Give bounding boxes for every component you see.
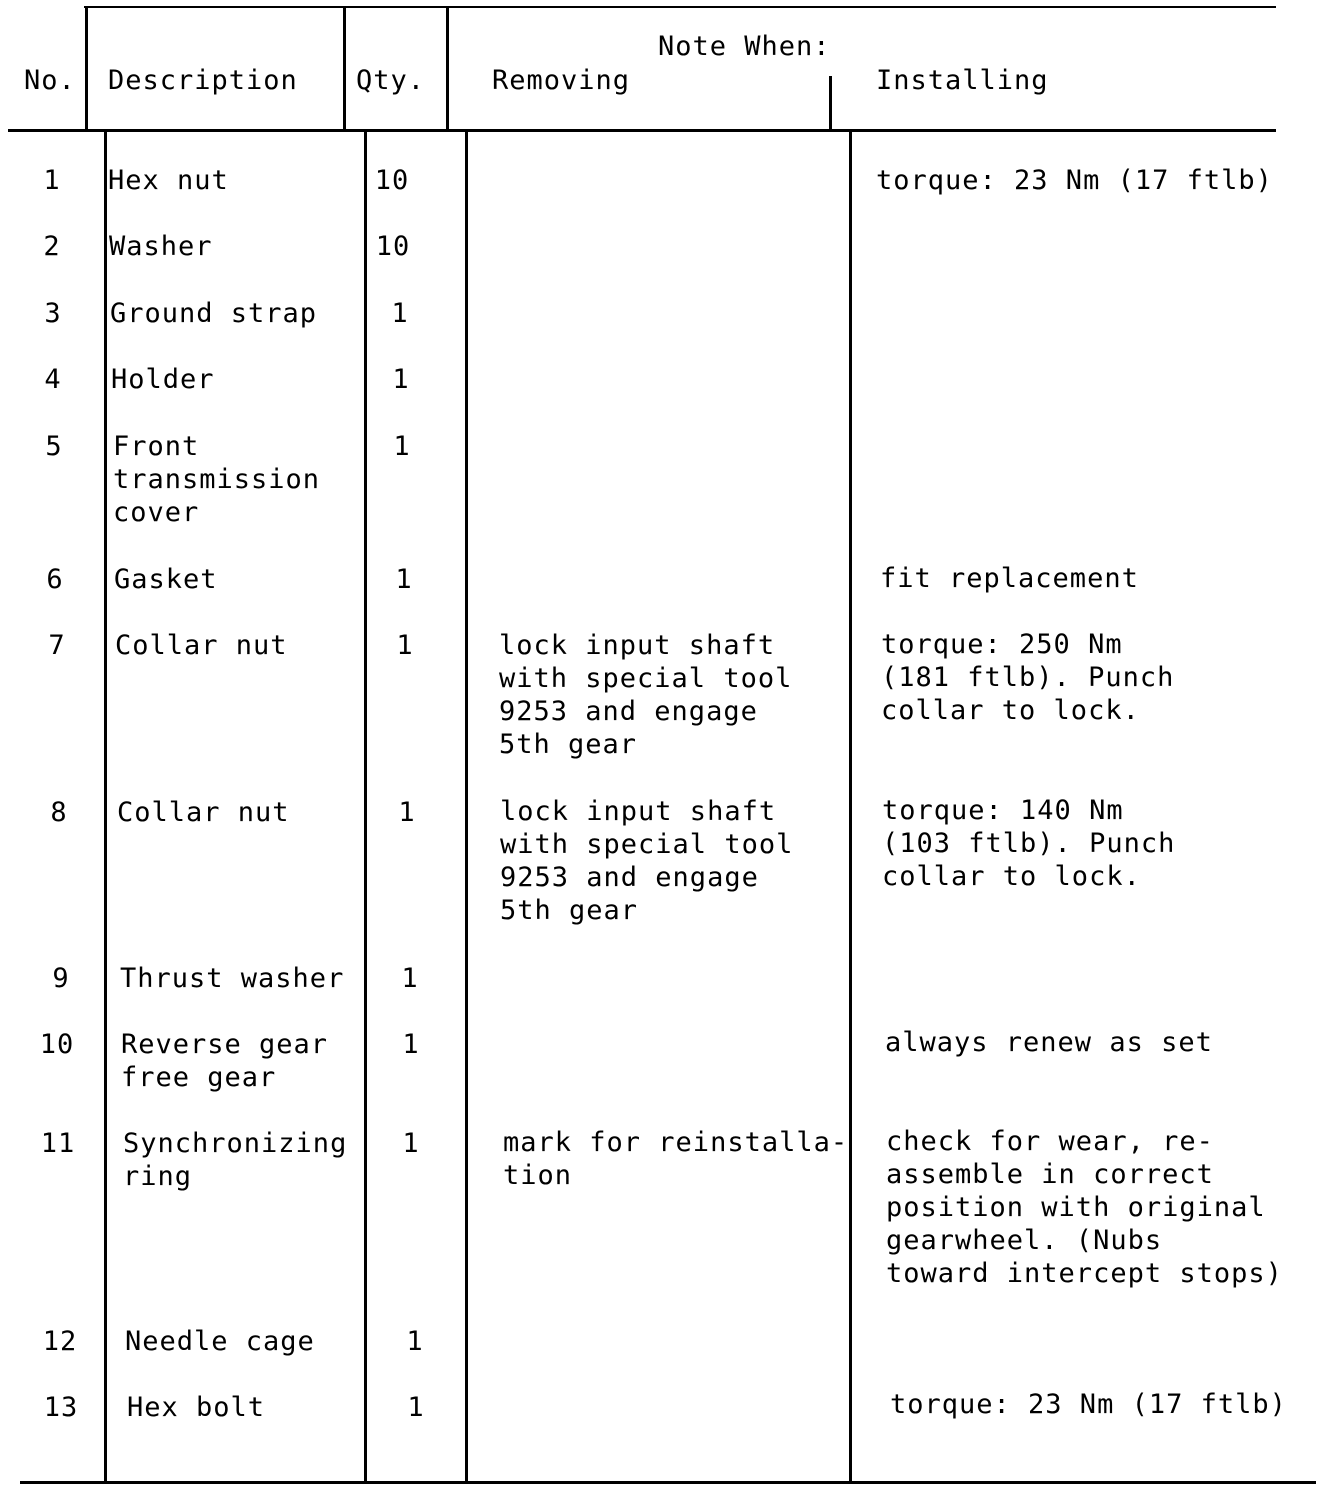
row-4-qty: 1 [392,364,410,395]
header-bottom-rule [8,129,1276,132]
row-11-description: Synchronizing ring [123,1128,348,1192]
row-5-description: Front transmission cover [113,431,321,528]
column-divider-removing-installing [849,131,852,1483]
row-1-installing: torque: 23 Nm (17 ftlb) [876,165,1273,196]
row-12-qty: 1 [406,1326,424,1357]
header-removing: Removing [492,65,631,96]
row-10-installing: always renew as set [885,1027,1213,1058]
row-2-qty: 10 [375,231,411,262]
row-6-no: 6 [46,564,64,595]
row-3-description: Ground strap [110,298,318,329]
row-11-qty: 1 [402,1128,420,1159]
header-qty: Qty. [356,65,426,96]
row-11-installing: check for wear, re- assemble in correct position with original gearwheel. (Nubs toward intercept stops) [886,1126,1283,1289]
column-divider-removing-installing [829,76,832,131]
row-8-removing: lock input shaft with special tool 9253 and engage 5th gear [500,796,794,926]
column-divider-no-description [104,131,107,1483]
row-3-qty: 1 [391,298,409,329]
row-5-no: 5 [45,431,63,462]
row-1-qty: 10 [374,165,410,196]
row-5-qty: 1 [393,431,411,462]
row-13-qty: 1 [407,1392,425,1423]
row-9-no: 9 [52,963,70,994]
row-8-description: Collar nut [117,797,290,828]
row-8-installing: torque: 140 Nm (103 ftlb). Punch collar to lock. [882,795,1176,892]
row-7-installing: torque: 250 Nm (181 ftlb). Punch collar to lock. [881,629,1175,726]
row-11-removing: mark for reinstalla- tion [503,1127,849,1191]
top-rule [84,6,1276,8]
row-10-description: Reverse gear free gear [121,1029,329,1093]
row-1-description: Hex nut [108,165,229,196]
row-4-description: Holder [111,364,215,395]
header-note-when: Note When: [658,31,831,62]
header-no: No. [24,65,76,96]
row-13-no: 13 [43,1392,79,1423]
column-divider-qty-removing [446,7,449,131]
row-10-qty: 1 [402,1029,420,1060]
row-7-description: Collar nut [115,630,288,661]
column-divider-description-qty [343,7,346,131]
row-13-description: Hex bolt [127,1392,266,1423]
row-13-installing: torque: 23 Nm (17 ftlb) [890,1389,1287,1420]
row-3-no: 3 [44,298,62,329]
row-8-qty: 1 [398,797,416,828]
row-6-installing: fit replacement [880,563,1139,594]
row-9-qty: 1 [401,963,419,994]
row-6-description: Gasket [114,564,218,595]
row-2-no: 2 [43,231,61,262]
row-11-no: 11 [40,1128,76,1159]
column-divider-qty-removing [465,131,468,1483]
row-4-no: 4 [44,364,62,395]
header-description: Description [108,65,298,96]
row-12-description: Needle cage [125,1326,315,1357]
row-7-removing: lock input shaft with special tool 9253 and engage 5th gear [499,630,793,760]
row-8-no: 8 [50,797,68,828]
row-9-description: Thrust washer [120,963,345,994]
row-2-description: Washer [109,231,213,262]
row-7-qty: 1 [396,630,414,661]
row-6-qty: 1 [395,564,413,595]
column-divider-no-description [85,7,88,131]
bottom-rule [20,1481,1316,1484]
header-installing: Installing [876,65,1049,96]
row-1-no: 1 [43,165,61,196]
column-divider-description-qty [364,131,367,1483]
row-10-no: 10 [39,1029,75,1060]
row-7-no: 7 [48,630,66,661]
row-12-no: 12 [42,1326,78,1357]
